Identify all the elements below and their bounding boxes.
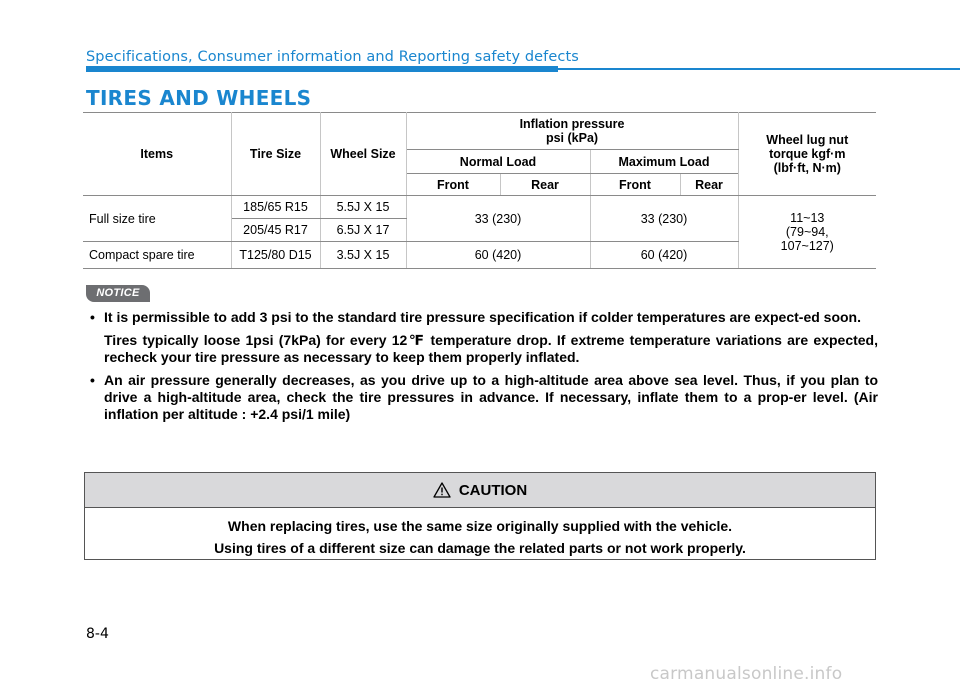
notice-bullet-text: An air pressure generally decreases, as you drive up to a high-altitude area above sea level. Thus, if you plan to drive a high-altitude area, check the tire pressures in advance. If necessary, inflate them to a prop-er level. (Air inflation per altitude : +2.4 psi/1 mile) bbox=[104, 372, 878, 422]
row-tire-size: 185/65 R15 bbox=[231, 196, 320, 219]
notice-body bbox=[88, 309, 878, 429]
lug-torque-line2: (79~94, bbox=[785, 225, 829, 239]
warning-triangle-icon bbox=[433, 482, 451, 498]
row-maximum-load: 60 (420) bbox=[590, 242, 738, 269]
notice-bullet bbox=[88, 372, 878, 423]
header-tire-size: Tire Size bbox=[231, 113, 320, 196]
header-inflation-line1: Inflation pressure bbox=[519, 117, 625, 131]
row-normal-load: 33 (230) bbox=[406, 196, 590, 242]
caution-title: CAUTION bbox=[458, 481, 528, 499]
row-tire-size: T125/80 D15 bbox=[231, 242, 320, 269]
header-normal-load: Normal Load bbox=[406, 150, 590, 174]
header-rule bbox=[558, 68, 960, 70]
header-bar bbox=[86, 66, 558, 72]
caution-header bbox=[85, 473, 875, 508]
lug-torque-line3: 107~127) bbox=[780, 239, 834, 253]
bullet-icon: • bbox=[90, 309, 95, 325]
notice-bullet-text: It is permissible to add 3 psi to the standard tire pressure specification if colder temperatures are expect-ed soon. bbox=[104, 309, 861, 325]
row-wheel-size: 3.5J X 15 bbox=[320, 242, 406, 269]
row-wheel-size: 6.5J X 17 bbox=[320, 219, 406, 242]
header-lug-torque bbox=[738, 113, 876, 196]
page-title: TIRES AND WHEELS bbox=[86, 86, 312, 110]
header-lug-line1: Wheel lug nut bbox=[766, 133, 849, 147]
header-normal-front: Front bbox=[406, 174, 500, 196]
watermark: carmanualsonline.info bbox=[650, 664, 843, 684]
page-number: 8-4 bbox=[86, 626, 109, 642]
tire-spec-table bbox=[83, 112, 876, 269]
row-wheel-size: 5.5J X 15 bbox=[320, 196, 406, 219]
notice-badge: NOTICE bbox=[86, 285, 150, 302]
header-wheel-size: Wheel Size bbox=[320, 113, 406, 196]
header-items: Items bbox=[83, 113, 231, 196]
caution-line: Using tires of a different size can damage the related parts or not work properly. bbox=[214, 540, 746, 556]
header-lug-line3: (lbf·ft, N·m) bbox=[773, 161, 841, 175]
caution-text bbox=[85, 508, 875, 559]
row-normal-load: 60 (420) bbox=[406, 242, 590, 269]
header-inflation bbox=[406, 113, 738, 150]
row-item: Compact spare tire bbox=[83, 242, 231, 269]
header-normal-rear: Rear bbox=[500, 174, 590, 196]
row-tire-size: 205/45 R17 bbox=[231, 219, 320, 242]
lug-torque-line1: 11~13 bbox=[790, 211, 825, 225]
caution-line: When replacing tires, use the same size originally supplied with the vehicle. bbox=[227, 518, 733, 534]
header-lug-line2: torque kgf·m bbox=[769, 147, 846, 161]
header-max-front: Front bbox=[590, 174, 680, 196]
row-maximum-load: 33 (230) bbox=[590, 196, 738, 242]
notice-bullet bbox=[88, 309, 878, 326]
caution-box bbox=[84, 472, 876, 560]
section-header: Specifications, Consumer information and Reporting safety defects bbox=[86, 49, 579, 65]
notice-continuation: Tires typically loose 1psi (7kPa) for every 12℉ temperature drop. If extreme temperature variations are expected, recheck your tire pressure as necessary to keep them properly inflated. bbox=[104, 332, 878, 365]
row-item: Full size tire bbox=[83, 196, 231, 242]
header-maximum-load: Maximum Load bbox=[590, 150, 738, 174]
bullet-icon: • bbox=[90, 372, 95, 388]
lug-torque-value bbox=[738, 196, 876, 269]
table-row bbox=[83, 196, 876, 219]
header-max-rear: Rear bbox=[680, 174, 738, 196]
header-inflation-line2: psi (kPa) bbox=[545, 131, 599, 145]
